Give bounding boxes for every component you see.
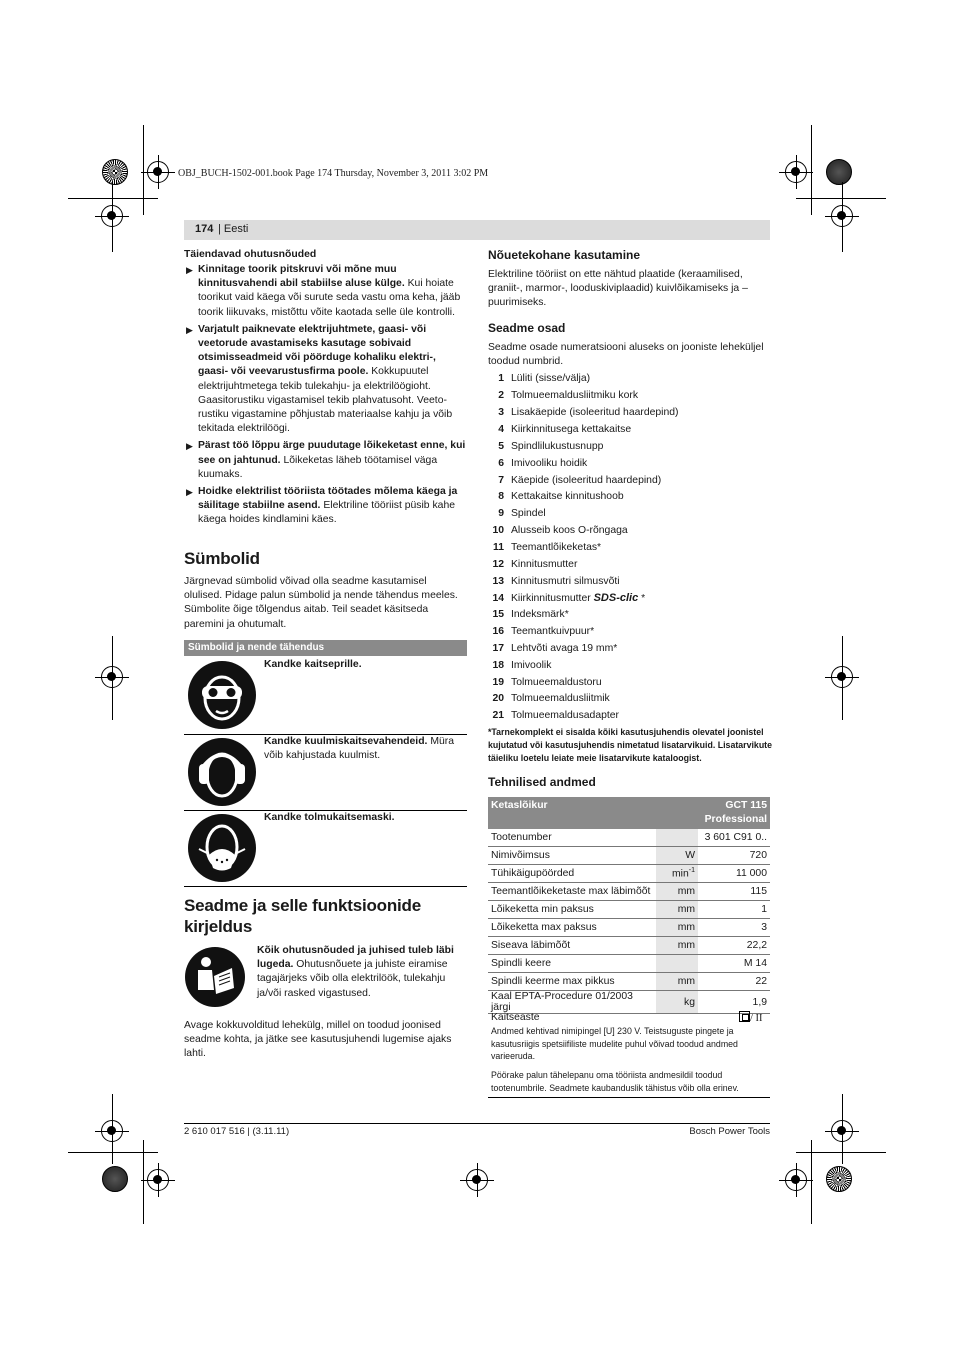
tech-header-model: GCT 115 [725,800,767,811]
description-heading: Seadme ja selle funktsioonide kirjeldus [184,896,421,936]
list-item: 5 Spindlilukustusnupp [498,441,604,452]
page-header [184,220,770,240]
list-item: 19 Tolmueemaldustoru [492,677,602,688]
list-item: 7 Käepide (isoleeritud haardepind) [498,475,662,486]
table-row: Lõikeketta min paksus mm 1 [488,901,770,919]
tech-header-series: Professional [704,814,767,825]
color-rosette-icon [826,159,852,185]
footer-divider [184,1123,770,1124]
crosshair-target-icon [147,1169,169,1191]
list-item: 13 Kinnitusmutri silmusvõti [492,576,620,587]
list-item: 9 Spindel [498,508,546,519]
list-item: 11 Teemantlõikeketas* [493,542,602,553]
symbol-text: Kandke tolmukaitsemaski. [264,812,395,823]
list-item: 8 Kettakaitse kinnitushoob [498,491,624,502]
color-rosette-icon [102,1166,128,1192]
list-item: 21 Tolmueemaldusadapter [492,710,620,721]
list-item: 17 Lehtvõti avaga 19 mm* [492,643,618,654]
intended-use-text: Elektriline tööriist on ette nähtud plaatide (keraamilised, graniit-, marmor-, looduskiviplaadid) kuivlõikamiseks ja – puurimiseks. [488,269,748,309]
symbol-text: Kandke kuulmiskaitsevahendeid. Müra võib kahjustada kuulmist. [264,736,454,762]
table-row: Spindli keere M 14 [488,955,770,973]
list-item: 12 Kinnitusmutter [492,559,578,570]
list-item: 16 Teemantkuivpuur* [492,626,595,637]
list-item: 15 Indeksmärk* [492,609,569,620]
crosshair-target-icon [466,1169,488,1191]
safety-bullets [184,263,467,528]
page-number: 174 [195,223,214,235]
crosshair-target-icon [147,161,169,183]
header-language: | Eesti [218,223,249,235]
sds-clic-logo: SDS-clic [593,592,639,604]
safety-goggles-icon [187,660,257,730]
color-rosette-icon [826,1166,852,1192]
ear-protection-icon [187,737,257,807]
file-info-line: OBJ_BUCH-1502-001.book Page 174 Thursday, November 3, 2011 3:02 PM [178,168,489,179]
symbols-heading: Sümbolid [184,549,260,568]
table-row: Nimivõimsus W 720 [488,847,770,865]
tech-data-heading: Tehnilised andmed [488,775,596,789]
fold-out-text: Avage kokkuvolditud lehekülg, millel on toodud joonised seadme kohta, ja jätke see kasutusjuhendi lugemise ajaks lahti. [184,1020,452,1060]
list-item: 4 Kiirkinnitusega kettakaitse [498,424,632,435]
footer-brand: Bosch Power Tools [689,1126,770,1137]
symbol-row [184,734,467,811]
parts-intro: Seadme osade numeratsiooni aluseks on jooniste leheküljel toodud numbrid. [488,342,764,368]
table-row: Tootenumber 3 601 C91 0.. [488,829,770,847]
symbol-row [184,810,467,887]
safety-bullet: ▶ Hoidke elektrilist tööriista töötades mõlema käega ja säilitage stabiilne asend. Elektriline tööriist püsib kahe käega hoides kindlamini käes. [186,486,458,526]
list-item: 18 Imivoolik [492,660,552,671]
double-insulation-icon [739,1011,750,1022]
table-row: Spindli keerme max pikkus mm 22 [488,973,770,991]
table-row: Siseava läbimõõt mm 22,2 [488,937,770,955]
table-row: Kaal EPTA-Procedure 01/2003 järgi kg 1,9 [488,991,770,1014]
tech-note-voltage: Andmed kehtivad nimipingel [U] 230 V. Teistsuguste pingete ja kasutusriigis spetsiifiliste mudelite puhul võivad toodud andmed varieeruda. [491,1026,738,1061]
table-row: Teemantlõikeketaste max läbimõõt mm 115 [488,883,770,901]
symbols-table-header: Sümbolid ja nende tähendus [184,640,467,656]
accessories-footnote: *Tarnekomplekt ei sisalda kõiki kasutusjuhendis olevatel joonistel kujutatud või kasutusjuhendis nimetatud lisatarvikuid. Lisatarvikute täieliku loetelu leiate meie lisatarvikute kataloogist. [488,727,773,763]
tech-table-header [488,797,770,829]
parts-heading: Seadme osad [488,321,566,335]
tech-data-table [488,829,770,1014]
dust-mask-icon [187,813,257,883]
tech-header-product: Ketaslõikur [491,800,548,811]
color-rosette-icon [102,159,128,185]
list-item: 2 Tolmueemaldusliitmiku kork [498,390,639,401]
read-manual-icon [184,946,246,1008]
footer-doc-number: 2 610 017 516 | (3.11.11) [184,1126,290,1137]
list-item: 1 Lüliti (sisse/välja) [498,373,591,384]
safety-bullet: ▶ Pärast töö lõppu ärge puudutage lõikeketast enne, kui see on jahtunud. Lõikeketas läheb töötamisel väga kuumaks. [186,440,466,480]
crosshair-target-icon [785,1169,807,1191]
symbol-row [184,657,467,735]
read-instructions-text: Kõik ohutusnõuded ja juhised tuleb läbi lugeda. Ohutusnõuete ja juhiste eiramise tagajärjeks võib olla elektrilöök, tulekahju ja/või rasked vigastused. [257,945,454,999]
safety-bullet: ▶ Kinnitage toorik pitskruvi või mõne muu kinnitusvahendi abil stabiilse aluse külge. Kui hoiate toorikut vaid käega või surute seda vastu oma keha, jääb toorik liikuvaks, mistõttu võite kaotada selle üle kontrolli. [186,264,461,318]
intended-use-heading: Nõuetekohane kasutamine [488,248,641,262]
symbol-text: Kandke kaitseprille. [264,659,362,670]
safety-bullet: ▶ Varjatult paiknevate elektrijuhtmete, gaasi- või veetorude avastamiseks kasutage sobivaid otsimisseadmeid või pöörduge kohaliku elektri-, gaasi- või veevarustusfirma poole. Kokkupuutel elektrijuhtmetega tekib tulekahju- ja elektrilöögioht. Gaasitorustiku vigastamisel tekib plahvatusoht. Veeto-rustiku vigastamine põhjustab materiaalse kahju ja võib tekitada elektrilöögi. [186,323,453,435]
table-row: Lõikeketta max paksus mm 3 [488,919,770,937]
protection-class-label: Kaitseaste [491,1012,540,1023]
table-row: Tühikäigupöörded $\min^{-1}$ 11 000 [488,865,770,883]
list-item: 6 Imivooliku hoidik [498,458,588,469]
list-item: 20 Tolmueemaldusliitmik [492,693,610,704]
symbols-intro: Järgnevad sümbolid võivad olla seadme kasutamisel olulised. Pidage palun sümbolid ja nende tähendus meeles. Sümbolite õige tõlgendus aitab. Teil seadet käsitseda paremini ja ohutumalt. [184,576,458,630]
list-item: 10 Alusseib koos O-rõngaga [492,525,628,536]
tech-note-number: Pöörake palun tähelepanu oma tööriista andmesildil toodud tootenumbrile. Seadmete kaubanduslik tähistus võib olla erinev. [491,1070,739,1093]
list-item: 3 Lisakäepide (isoleeritud haardepind) [498,407,679,418]
safety-title: Täiendavad ohutusnõuded [184,249,317,260]
crosshair-target-icon [785,161,807,183]
list-item: 14 Kiirkinnitusmutter SDS-clic * [492,592,646,604]
protection-class-value: / II [739,1011,762,1026]
